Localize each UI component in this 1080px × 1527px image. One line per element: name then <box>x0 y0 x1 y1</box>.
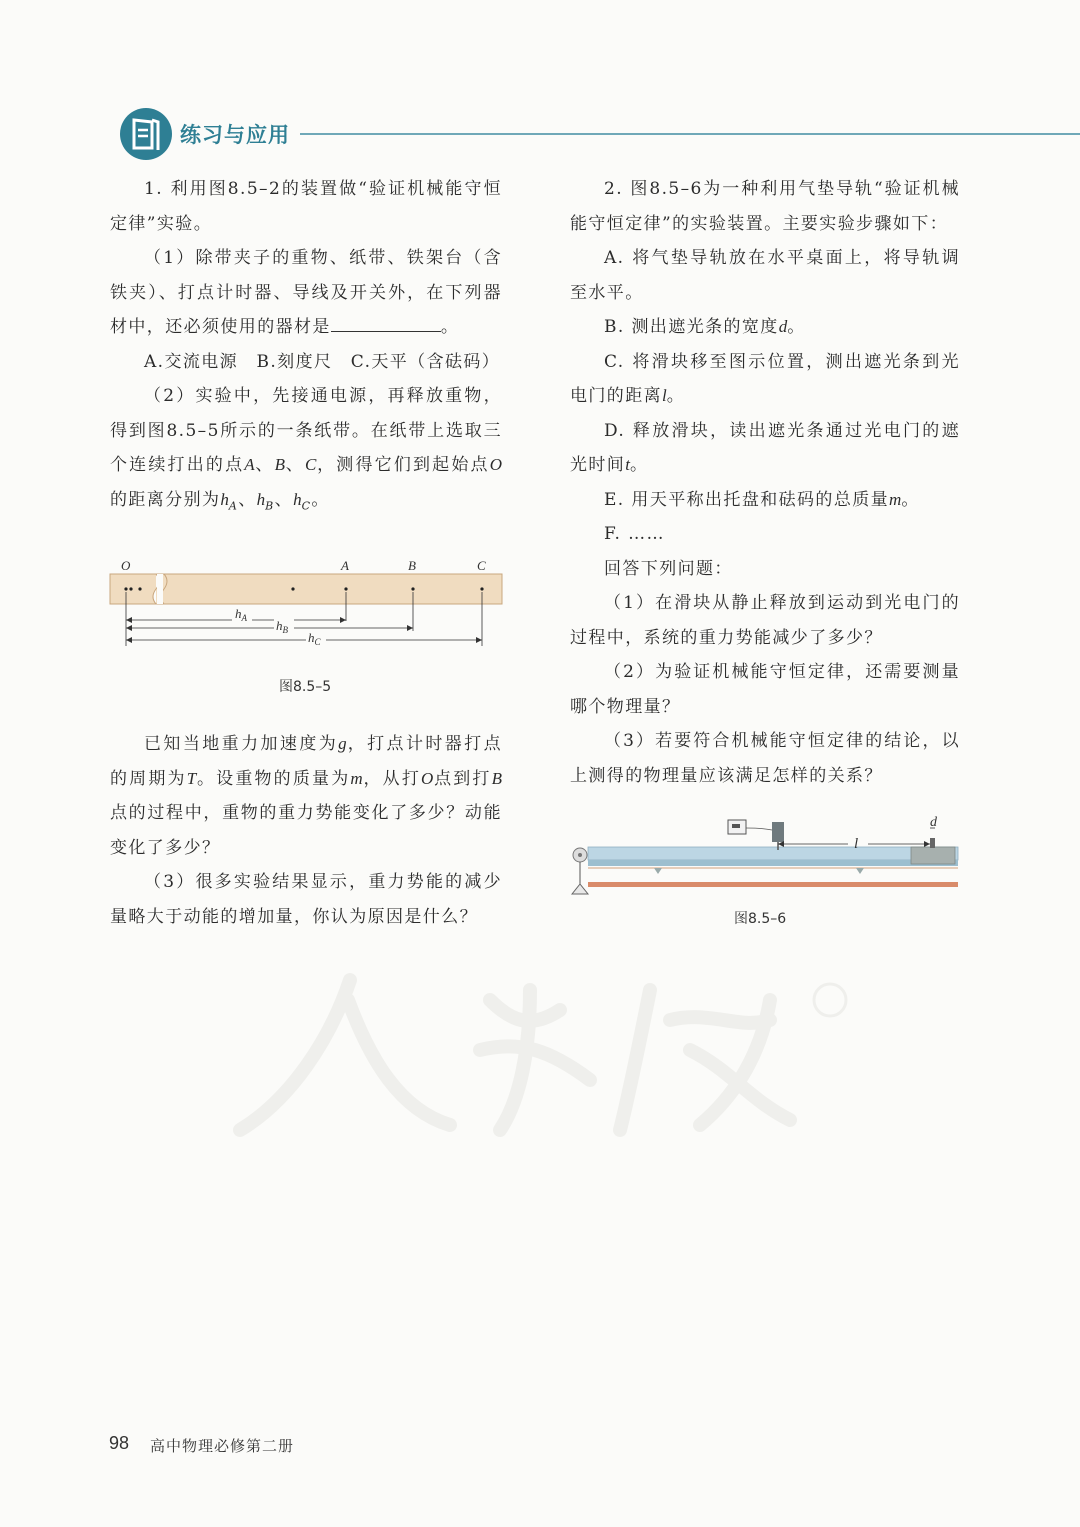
width-label-d: d <box>930 815 937 830</box>
q1-part2-question: 已知当地重力加速度为g，打点计时器打点的周期为T。设重物的质量为m，从打O点到打B点的过程中，重物的重力势能变化了多少？动能变化了多少？ <box>110 734 503 858</box>
q2-step-d: D. 释放滑块，读出遮光条通过光电门的遮光时间t。 <box>570 420 960 475</box>
dist-label-hb: $h_B$ <box>276 618 288 635</box>
tape-label-a: A <box>341 558 349 573</box>
book-title: 高中物理必修第二册 <box>150 1437 295 1455</box>
dist-label-ha: $h_A$ <box>235 606 247 623</box>
q2-step-c: C. 将滑块移至图示位置，测出遮光条到光电门的距离l。 <box>570 351 960 406</box>
question-2 <box>570 172 960 793</box>
q1-part2: （2）实验中，先接通电源，再释放重物，得到图8.5–5所示的一条纸带。在纸带上选取三个连续打出的点A、B、C，测得它们到起始点O的距离分别为$h_A$、$h_B$、$h_C$。 <box>110 386 502 512</box>
exercise-badge-icon <box>120 108 172 160</box>
figure-caption-8-5-5: 图8.5–5 <box>279 679 332 695</box>
q1-options: A.交流电源 B.刻度尺 C.天平（含砝码） <box>144 351 501 372</box>
q2-step-f: F. …… <box>604 524 665 544</box>
q2-intro: 2. 图8.5–6为一种利用气垫导轨“验证机械能守恒定律”的实验装置。主要实验步骤如下： <box>570 179 960 234</box>
q2-sub-2: （2）为验证机械能守恒定律，还需要测量哪个物理量？ <box>570 662 960 717</box>
distance-label-l: l <box>854 836 859 852</box>
tape-label-b: B <box>408 558 416 573</box>
question-1 <box>110 172 502 523</box>
q2-step-a: A. 将气垫导轨放在水平桌面上，将导轨调至水平。 <box>570 248 960 303</box>
q2-sub-3: （3）若要符合机械能守恒定律的结论，以上测得的物理量应该满足怎样的关系？ <box>570 731 960 786</box>
q1-part3: （3）很多实验结果显示，重力势能的减少量略大于动能的增加量，你认为原因是什么？ <box>110 872 502 927</box>
section-header <box>120 106 1080 162</box>
q1-part1: （1）除带夹子的重物、纸带、铁架台（含铁夹）、打点计时器、导线及开关外，在下列器材中，还必须使用的器材是 。 <box>110 248 502 337</box>
answer-blank[interactable] <box>331 311 441 332</box>
q1-intro: 1. 利用图8.5–2的装置做“验证机械能守恒定律”实验。 <box>110 179 502 234</box>
q2-sub-1: （1）在滑块从静止释放到运动到光电门的过程中，系统的重力势能减少了多少？ <box>570 593 960 648</box>
air-track-figure <box>566 812 962 904</box>
q2-step-e: E. 用天平称出托盘和砝码的总质量m。 <box>604 489 920 510</box>
question-1-continued <box>110 727 502 934</box>
dist-label-hc: $h_C$ <box>308 630 321 647</box>
tape-label-c: C <box>477 558 486 573</box>
header-rule <box>300 133 1080 135</box>
publisher-watermark-logo <box>230 960 870 1140</box>
section-title: 练习与应用 <box>180 123 290 147</box>
paper-tape-figure <box>108 556 508 656</box>
q2-answer-prompt: 回答下列问题： <box>604 558 733 579</box>
page-number: 98 <box>109 1433 130 1453</box>
q2-step-b: B. 测出遮光条的宽度d。 <box>604 317 806 337</box>
tape-label-o: O <box>121 558 131 573</box>
figure-caption-8-5-6: 图8.5–6 <box>734 911 787 927</box>
